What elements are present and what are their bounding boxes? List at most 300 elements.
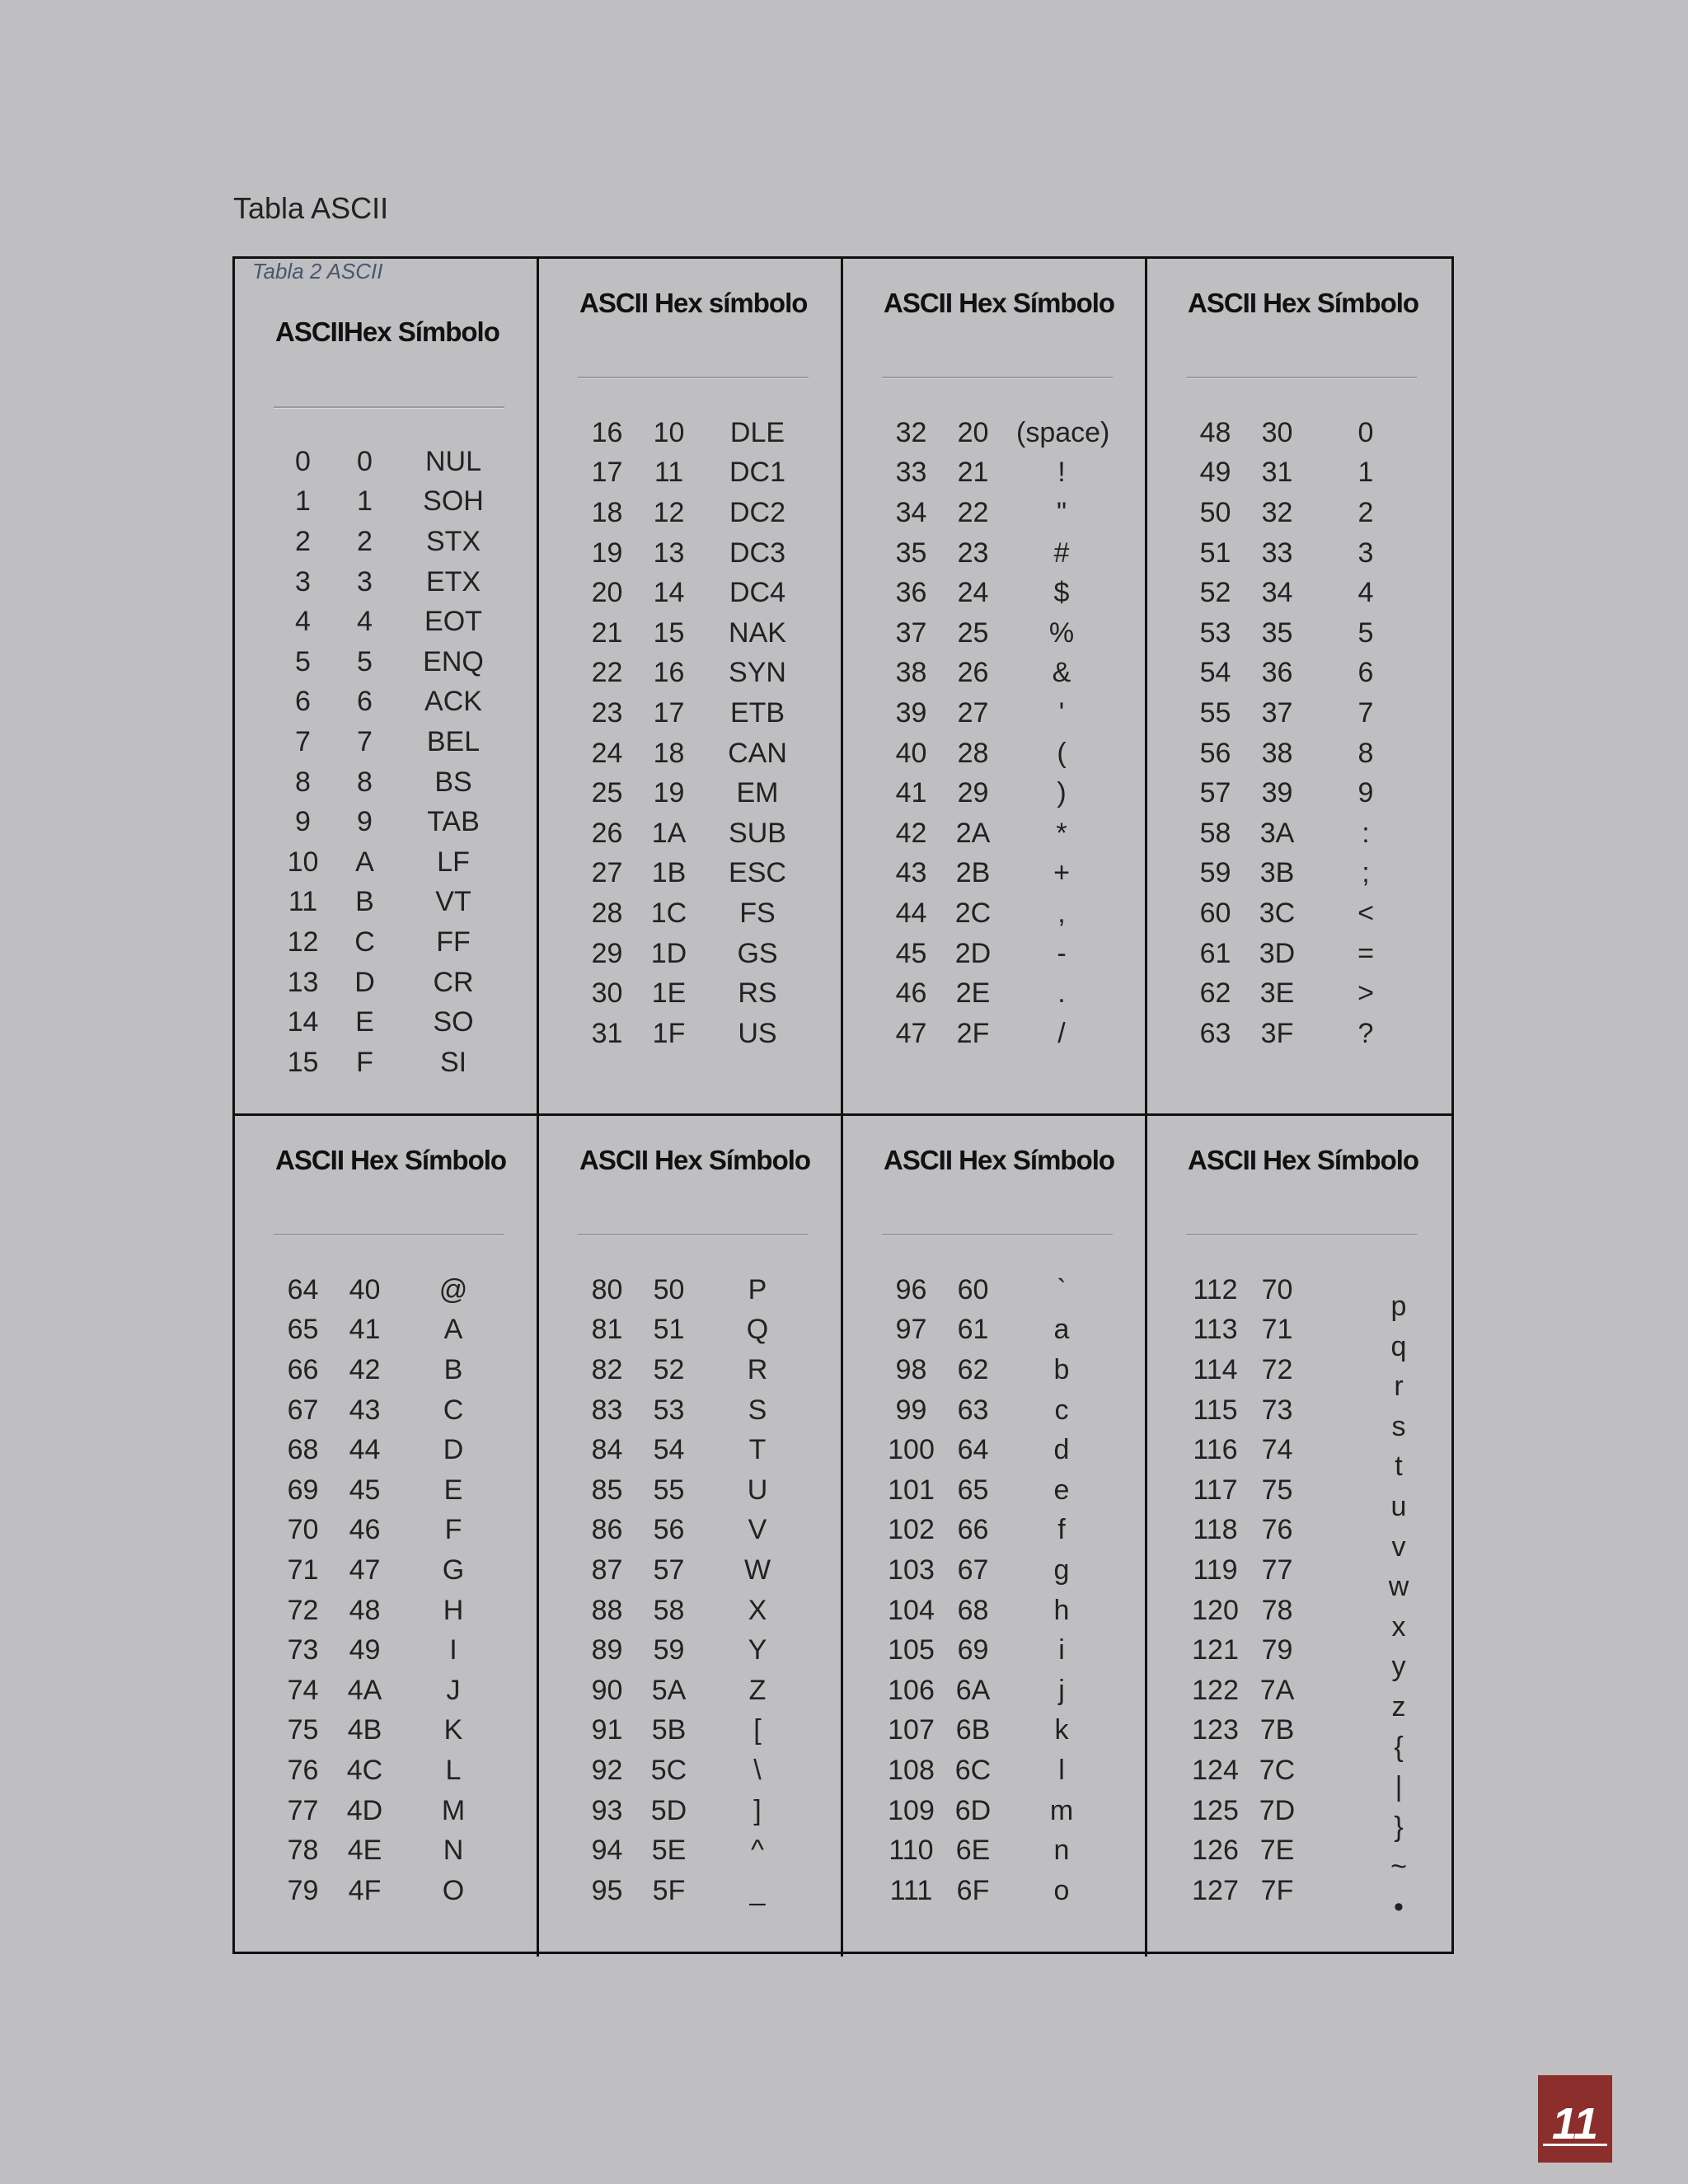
symbol-cell: } — [1394, 1811, 1404, 1843]
hex-code-cell: A — [355, 846, 374, 878]
hex-code-cell: D — [354, 966, 375, 998]
ascii-code-cell: 89 — [591, 1634, 623, 1666]
symbol-cell: FF — [436, 926, 471, 958]
symbol-cell: LF — [437, 846, 470, 878]
hex-code-cell: 75 — [1261, 1474, 1293, 1506]
table-row — [1180, 773, 1428, 813]
hex-code-cell: 6F — [956, 1874, 990, 1906]
table-row — [876, 453, 1123, 494]
hex-code-cell: 7C — [1259, 1754, 1296, 1786]
ascii-code-cell: 102 — [888, 1514, 935, 1546]
ascii-code-cell: 87 — [591, 1554, 623, 1586]
symbol-cell: 6 — [1357, 657, 1374, 689]
ascii-code-cell: 62 — [1199, 977, 1231, 1010]
hex-code-cell: 59 — [653, 1634, 685, 1666]
hex-code-cell: 38 — [1261, 737, 1293, 769]
hex-code-cell: 26 — [957, 657, 989, 689]
symbol-cell: ? — [1357, 1017, 1374, 1049]
ascii-code-cell: 14 — [287, 1006, 319, 1038]
table-row — [876, 1750, 1123, 1791]
symbol-cell: ! — [1057, 457, 1066, 489]
panel-rows — [572, 1270, 819, 1911]
hex-code-cell: 57 — [653, 1554, 685, 1586]
hex-code-cell: 9 — [357, 806, 373, 838]
hex-code-cell: 3B — [1259, 857, 1295, 889]
ascii-code-cell: 56 — [1199, 737, 1231, 769]
table-row — [876, 1430, 1123, 1470]
table-row — [268, 722, 515, 762]
hex-code-cell: 41 — [349, 1314, 381, 1346]
table-row — [268, 522, 515, 562]
table-row — [268, 602, 515, 642]
symbol-cell: { — [1394, 1731, 1404, 1763]
symbol-column — [1366, 1286, 1432, 1928]
ascii-code-cell: 91 — [591, 1714, 623, 1746]
hex-code-cell: 73 — [1261, 1394, 1293, 1426]
ascii-panel — [1147, 259, 1451, 1116]
hex-code-cell: 1D — [650, 937, 687, 969]
panel-rows — [1180, 413, 1428, 1054]
symbol-cell: NAK — [729, 616, 786, 649]
table-row — [876, 1390, 1123, 1431]
table-row — [572, 1591, 819, 1631]
table-row — [876, 693, 1123, 733]
table-row — [876, 893, 1123, 934]
ascii-code-cell: 95 — [591, 1874, 623, 1906]
ascii-code-cell: 52 — [1199, 577, 1231, 609]
table-row — [1180, 973, 1428, 1014]
hex-code-cell: 22 — [957, 496, 989, 528]
symbol-cell: RS — [738, 977, 777, 1010]
symbol-cell: a — [1053, 1314, 1070, 1346]
hex-code-cell: 65 — [957, 1474, 989, 1506]
ascii-code-cell: 118 — [1193, 1514, 1238, 1546]
symbol-cell: F — [444, 1514, 462, 1546]
ascii-code-cell: 31 — [591, 1017, 623, 1049]
symbol-cell: p — [1390, 1291, 1407, 1322]
symbol-cell: 7 — [1357, 696, 1374, 729]
table-row — [1180, 813, 1428, 854]
symbol-cell: I — [449, 1634, 457, 1666]
symbol-cell: (space) — [1016, 416, 1110, 448]
table-row — [572, 1550, 819, 1591]
symbol-cell: P — [748, 1273, 767, 1305]
symbol-cell: s — [1391, 1410, 1406, 1442]
symbol-cell: n — [1053, 1835, 1070, 1867]
table-row — [876, 813, 1123, 854]
panel-header: ASCII Hex Símbolo — [579, 1145, 810, 1175]
hex-code-cell: 11 — [654, 457, 684, 489]
ascii-code-cell: 59 — [1199, 857, 1231, 889]
symbol-cell: W — [743, 1554, 771, 1586]
table-row — [268, 1550, 515, 1591]
table-row — [572, 973, 819, 1014]
symbol-cell: O — [442, 1874, 465, 1906]
ascii-code-cell: 79 — [287, 1874, 319, 1906]
table-row — [876, 773, 1123, 813]
table-row — [268, 1310, 515, 1351]
table-row — [572, 854, 819, 894]
hex-code-cell: 6E — [955, 1835, 991, 1867]
hex-code-cell: 39 — [1261, 777, 1293, 809]
ascii-code-cell: 93 — [591, 1794, 623, 1826]
table-row — [268, 482, 515, 523]
table-row — [1180, 453, 1428, 494]
table-row — [876, 654, 1123, 694]
table-row — [1180, 573, 1428, 613]
symbol-cell: % — [1048, 616, 1075, 649]
hex-code-cell: 49 — [349, 1634, 381, 1666]
table-row — [876, 573, 1123, 613]
symbol-cell: ENQ — [423, 645, 484, 677]
symbol-cell: y — [1391, 1651, 1406, 1683]
symbol-cell: : — [1362, 817, 1370, 849]
hex-code-cell: 1 — [357, 485, 373, 518]
panel-header: ASCII Hex símbolo — [579, 288, 808, 318]
symbol-cell: VT — [435, 886, 471, 918]
ascii-code-cell: 74 — [287, 1674, 319, 1706]
symbol-cell: CR — [433, 966, 474, 998]
symbol-cell: ETB — [729, 696, 785, 729]
symbol-cell: SUB — [729, 817, 786, 849]
ascii-code-cell: 68 — [287, 1434, 319, 1466]
ascii-code-cell: 123 — [1192, 1714, 1239, 1746]
ascii-code-cell: 61 — [1199, 937, 1231, 969]
symbol-cell: ( — [1057, 737, 1067, 769]
ascii-code-cell: 51 — [1199, 537, 1231, 569]
header-divider — [274, 406, 504, 408]
ascii-code-cell: 69 — [287, 1474, 319, 1506]
table-row — [268, 642, 515, 682]
ascii-code-cell: 3 — [295, 565, 311, 598]
ascii-code-cell: 65 — [287, 1314, 319, 1346]
ascii-code-cell: 34 — [895, 496, 927, 528]
panel-rows — [572, 413, 819, 1054]
hex-code-cell: 3E — [1259, 977, 1295, 1010]
ascii-code-cell: 82 — [591, 1353, 623, 1385]
table-row — [572, 1310, 819, 1351]
hex-code-cell: 54 — [653, 1434, 685, 1466]
ascii-code-cell: 77 — [287, 1794, 319, 1826]
hex-code-cell: 1A — [651, 817, 687, 849]
table-row — [572, 413, 819, 453]
ascii-code-cell: 58 — [1199, 817, 1231, 849]
hex-code-cell: 56 — [653, 1514, 685, 1546]
table-row — [268, 1511, 515, 1551]
table-row — [572, 813, 819, 854]
table-row — [1180, 693, 1428, 733]
hex-code-cell: 37 — [1261, 696, 1293, 729]
ascii-code-cell: 27 — [591, 857, 623, 889]
table-row — [876, 1014, 1123, 1054]
ascii-code-cell: 71 — [287, 1554, 319, 1586]
symbol-cell: M — [441, 1794, 466, 1826]
symbol-cell: U — [747, 1474, 768, 1506]
hex-code-cell: 6B — [955, 1714, 991, 1746]
hex-code-cell: 3C — [1259, 897, 1296, 929]
symbol-cell: t — [1395, 1451, 1403, 1483]
ascii-code-cell: 76 — [287, 1754, 319, 1786]
hex-code-cell: 50 — [653, 1273, 685, 1305]
table-row — [876, 613, 1123, 654]
ascii-panel — [843, 1116, 1147, 1957]
symbol-cell: ' — [1058, 696, 1065, 729]
ascii-code-cell: 6 — [295, 686, 311, 718]
page-number: 11 — [1551, 2099, 1599, 2149]
symbol-cell: w — [1388, 1571, 1409, 1603]
table-row — [268, 1871, 515, 1911]
symbol-cell: 0 — [1357, 416, 1374, 448]
symbol-cell: TAB — [427, 806, 480, 838]
symbol-cell: ^ — [751, 1835, 764, 1867]
table-row — [572, 1791, 819, 1831]
ascii-code-cell: 26 — [591, 817, 623, 849]
table-row — [876, 1871, 1123, 1911]
ascii-code-cell: 49 — [1199, 457, 1231, 489]
ascii-code-cell: 100 — [888, 1434, 935, 1466]
ascii-code-cell: 110 — [889, 1835, 934, 1867]
table-row — [268, 1390, 515, 1431]
table-row — [268, 1002, 515, 1043]
ascii-table — [232, 256, 1454, 1954]
ascii-panel — [1147, 1116, 1451, 1957]
panel-header: ASCII Hex Símbolo — [1188, 288, 1418, 318]
ascii-code-cell: 15 — [287, 1046, 319, 1078]
ascii-code-cell: 42 — [895, 817, 927, 849]
hex-code-cell: 72 — [1261, 1353, 1293, 1385]
hex-code-cell: 6 — [357, 686, 373, 718]
ascii-code-cell: 120 — [1192, 1594, 1239, 1626]
ascii-code-cell: 78 — [287, 1835, 319, 1867]
table-row — [572, 893, 819, 934]
ascii-code-cell: 1 — [295, 485, 311, 518]
panel-rows — [268, 442, 515, 1083]
table-row — [876, 1511, 1123, 1551]
ascii-code-cell: 29 — [591, 937, 623, 969]
symbol-cell: x — [1391, 1610, 1406, 1643]
table-row — [268, 1750, 515, 1791]
ascii-code-cell: 103 — [888, 1554, 935, 1586]
table-row — [268, 1430, 515, 1470]
hex-code-cell: 5B — [651, 1714, 687, 1746]
table-row — [572, 453, 819, 494]
symbol-cell: BEL — [426, 725, 481, 757]
hex-code-cell: 25 — [957, 616, 989, 649]
table-row — [876, 1270, 1123, 1310]
table-row — [572, 1671, 819, 1711]
table-row — [268, 922, 515, 963]
hex-code-cell: 35 — [1261, 616, 1293, 649]
symbol-cell: - — [1057, 937, 1067, 969]
ascii-code-cell: 80 — [591, 1273, 623, 1305]
symbol-cell: = — [1357, 937, 1374, 969]
symbol-cell: c — [1054, 1394, 1069, 1426]
symbol-cell: L — [445, 1754, 462, 1786]
table-row — [572, 934, 819, 974]
symbol-cell: J — [446, 1674, 461, 1706]
hex-code-cell: 2D — [954, 937, 992, 969]
hex-code-cell: 7E — [1259, 1835, 1295, 1867]
hex-code-cell: 21 — [957, 457, 989, 489]
ascii-code-cell: 60 — [1199, 897, 1231, 929]
ascii-code-cell: 115 — [1193, 1394, 1238, 1426]
table-row — [572, 1270, 819, 1310]
symbol-cell: S — [748, 1394, 767, 1426]
ascii-code-cell: 21 — [591, 616, 623, 649]
hex-code-cell: 24 — [957, 577, 989, 609]
symbol-cell: . — [1057, 977, 1066, 1010]
ascii-code-cell: 55 — [1199, 696, 1231, 729]
table-row — [268, 842, 515, 883]
ascii-code-cell: 18 — [591, 496, 623, 528]
symbol-cell: @ — [438, 1273, 468, 1305]
table-row — [876, 1310, 1123, 1351]
hex-code-cell: 16 — [653, 657, 685, 689]
ascii-code-cell: 106 — [888, 1674, 935, 1706]
table-row — [1180, 893, 1428, 934]
ascii-code-cell: 43 — [895, 857, 927, 889]
page-heading: Tabla ASCII — [233, 191, 389, 225]
hex-code-cell: 5C — [650, 1754, 687, 1786]
hex-code-cell: 6A — [955, 1674, 991, 1706]
table-row — [1180, 493, 1428, 533]
symbol-cell: l — [1058, 1754, 1065, 1786]
table-row — [268, 1630, 515, 1671]
ascii-code-cell: 45 — [895, 937, 927, 969]
table-row — [268, 1470, 515, 1511]
table-row — [268, 1350, 515, 1390]
hex-code-cell: 1C — [650, 897, 687, 929]
symbol-cell: STX — [425, 525, 481, 557]
symbol-cell: $ — [1053, 577, 1070, 609]
panel-rows — [876, 413, 1123, 1054]
table-row — [268, 682, 515, 723]
ascii-code-cell: 70 — [287, 1514, 319, 1546]
symbol-cell: T — [748, 1434, 767, 1466]
table-row — [876, 934, 1123, 974]
ascii-code-cell: 88 — [591, 1594, 623, 1626]
hex-code-cell: 63 — [957, 1394, 989, 1426]
ascii-code-cell: 50 — [1199, 496, 1231, 528]
symbol-cell: D — [443, 1434, 464, 1466]
ascii-code-cell: 23 — [591, 696, 623, 729]
page-number-badge — [1538, 2075, 1612, 2163]
ascii-code-cell: 12 — [287, 926, 319, 958]
ascii-code-cell: 112 — [1193, 1273, 1238, 1305]
ascii-code-cell: 47 — [895, 1017, 927, 1049]
symbol-cell: | — [1395, 1771, 1403, 1803]
hex-code-cell: 2B — [955, 857, 991, 889]
hex-code-cell: 27 — [957, 696, 989, 729]
ascii-code-cell: 116 — [1193, 1434, 1238, 1466]
hex-code-cell: 40 — [349, 1273, 381, 1305]
hex-code-cell: 23 — [957, 537, 989, 569]
table-row — [268, 1791, 515, 1831]
ascii-code-cell: 86 — [591, 1514, 623, 1546]
header-divider — [1186, 377, 1417, 378]
symbol-cell: ; — [1362, 857, 1370, 889]
hex-code-cell: 18 — [653, 737, 685, 769]
table-row — [572, 1830, 819, 1871]
symbol-cell: i — [1058, 1634, 1065, 1666]
ascii-code-cell: 105 — [888, 1634, 935, 1666]
symbol-cell: u — [1390, 1490, 1407, 1522]
table-row — [572, 1390, 819, 1431]
hex-code-cell: 17 — [653, 696, 685, 729]
hex-code-cell: 3F — [1260, 1017, 1294, 1049]
table-row — [268, 1043, 515, 1083]
hex-code-cell: 70 — [1261, 1273, 1293, 1305]
panel-header: ASCII Hex Símbolo — [884, 1145, 1114, 1175]
symbol-cell: Q — [746, 1314, 769, 1346]
hex-code-cell: 2A — [955, 817, 991, 849]
ascii-panel — [235, 259, 539, 1116]
hex-code-cell: 7D — [1259, 1794, 1296, 1826]
symbol-cell: DC2 — [729, 496, 786, 528]
symbol-cell: k — [1054, 1714, 1069, 1746]
symbol-cell: DC4 — [729, 577, 786, 609]
symbol-cell: ESC — [729, 857, 786, 889]
ascii-code-cell: 16 — [591, 416, 623, 448]
hex-code-cell: 62 — [957, 1353, 989, 1385]
symbol-cell: FS — [739, 897, 776, 929]
ascii-code-cell: 8 — [295, 766, 311, 798]
symbol-cell: # — [1053, 537, 1070, 569]
table-row — [876, 973, 1123, 1014]
header-divider — [882, 377, 1113, 378]
hex-code-cell: 2F — [956, 1017, 990, 1049]
table-row — [572, 1014, 819, 1054]
table-row — [1180, 854, 1428, 894]
table-row — [268, 802, 515, 842]
symbol-cell: f — [1057, 1514, 1066, 1546]
table-row — [572, 573, 819, 613]
ascii-code-cell: 98 — [895, 1353, 927, 1385]
ascii-code-cell: 127 — [1192, 1874, 1239, 1906]
table-row — [876, 1711, 1123, 1751]
table-row — [572, 1350, 819, 1390]
hex-code-cell: 4C — [346, 1754, 383, 1786]
hex-code-cell: 68 — [957, 1594, 989, 1626]
table-row — [1180, 1014, 1428, 1054]
hex-code-cell: 2E — [955, 977, 991, 1010]
symbol-cell: 9 — [1357, 777, 1374, 809]
ascii-code-cell: 108 — [888, 1754, 935, 1786]
ascii-panel — [539, 1116, 843, 1957]
hex-code-cell: 1F — [652, 1017, 686, 1049]
symbol-cell: C — [443, 1394, 464, 1426]
hex-code-cell: 2 — [357, 525, 373, 557]
hex-code-cell: 13 — [653, 537, 685, 569]
table-row — [572, 1430, 819, 1470]
table-row — [876, 1591, 1123, 1631]
ascii-panel — [539, 259, 843, 1116]
symbol-cell: B — [443, 1353, 463, 1385]
ascii-code-cell: 9 — [295, 806, 311, 838]
ascii-code-cell: 11 — [288, 886, 318, 918]
ascii-code-cell: 17 — [591, 457, 623, 489]
ascii-code-cell: 41 — [895, 777, 927, 809]
table-row — [572, 1511, 819, 1551]
ascii-code-cell: 67 — [287, 1394, 319, 1426]
hex-code-cell: 44 — [349, 1434, 381, 1466]
panel-header: ASCII Hex Símbolo — [1188, 1145, 1418, 1175]
ascii-code-cell: 33 — [895, 457, 927, 489]
ascii-code-cell: 99 — [895, 1394, 927, 1426]
symbol-cell: DLE — [729, 416, 785, 448]
symbol-cell: > — [1357, 977, 1374, 1010]
table-row — [572, 693, 819, 733]
